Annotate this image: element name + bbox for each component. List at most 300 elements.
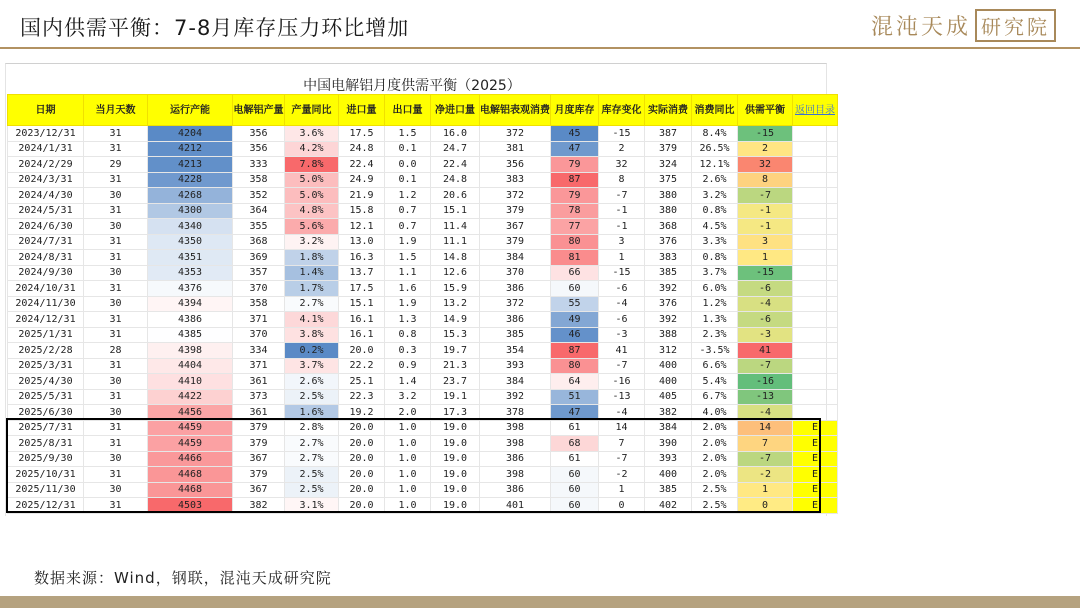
cell-consumption-yoy: 6.0% <box>692 281 738 297</box>
cell-inventory-change: 8 <box>599 172 645 188</box>
cell-export: 0.9 <box>385 358 431 374</box>
cell-back-to-index <box>793 405 838 421</box>
cell-actual-consumption: 312 <box>645 343 692 359</box>
cell-back-to-index <box>793 281 838 297</box>
cell-export: 0.7 <box>385 203 431 219</box>
table-row <box>8 265 838 281</box>
cell-apparent-consumption: 367 <box>480 219 551 235</box>
cell-back-to-index <box>793 374 838 390</box>
cell-net-import: 19.0 <box>431 451 480 467</box>
cell-import: 17.5 <box>339 281 385 297</box>
cell-balance: -15 <box>738 126 793 142</box>
cell-back-to-index <box>793 312 838 328</box>
cell-net-import: 14.9 <box>431 312 480 328</box>
cell-export: 1.0 <box>385 451 431 467</box>
cell-output: 352 <box>233 188 285 204</box>
table-row <box>8 358 838 374</box>
cell-import: 20.0 <box>339 482 385 498</box>
cell-monthly-inventory: 55 <box>551 296 599 312</box>
cell-days: 31 <box>84 141 148 157</box>
cell-output: 369 <box>233 250 285 266</box>
cell-actual-consumption: 385 <box>645 482 692 498</box>
table-header-row <box>8 95 838 126</box>
cell-actual-consumption: 380 <box>645 188 692 204</box>
cell-apparent-consumption: 386 <box>480 312 551 328</box>
cell-inventory-change: -4 <box>599 405 645 421</box>
cell-consumption-yoy: 1.2% <box>692 296 738 312</box>
cell-capacity: 4212 <box>148 141 233 157</box>
cell-apparent-consumption: 385 <box>480 327 551 343</box>
table-row <box>8 420 838 436</box>
cell-output: 364 <box>233 203 285 219</box>
cell-net-import: 24.7 <box>431 141 480 157</box>
cell-monthly-inventory: 61 <box>551 451 599 467</box>
cell-export: 1.0 <box>385 498 431 514</box>
cell-date: 2025/3/31 <box>8 358 84 374</box>
table-row <box>8 296 838 312</box>
cell-apparent-consumption: 379 <box>480 203 551 219</box>
cell-capacity: 4351 <box>148 250 233 266</box>
cell-consumption-yoy: 6.7% <box>692 389 738 405</box>
cell-back-to-index: E <box>793 498 838 514</box>
cell-export: 0.3 <box>385 343 431 359</box>
cell-output: 379 <box>233 436 285 452</box>
cell-output-yoy: 2.8% <box>285 420 339 436</box>
cell-output: 358 <box>233 296 285 312</box>
cell-apparent-consumption: 378 <box>480 405 551 421</box>
cell-balance: -6 <box>738 312 793 328</box>
cell-inventory-change: 41 <box>599 343 645 359</box>
cell-date: 2023/12/31 <box>8 126 84 142</box>
cell-back-to-index <box>793 219 838 235</box>
cell-days: 30 <box>84 405 148 421</box>
cell-consumption-yoy: 3.3% <box>692 234 738 250</box>
cell-net-import: 19.0 <box>431 498 480 514</box>
cell-back-to-index <box>793 296 838 312</box>
cell-import: 25.1 <box>339 374 385 390</box>
cell-import: 15.1 <box>339 296 385 312</box>
cell-days: 31 <box>84 436 148 452</box>
cell-import: 16.1 <box>339 312 385 328</box>
cell-monthly-inventory: 87 <box>551 343 599 359</box>
cell-balance: -3 <box>738 327 793 343</box>
cell-date: 2025/2/28 <box>8 343 84 359</box>
cell-apparent-consumption: 386 <box>480 451 551 467</box>
cell-back-to-index <box>793 265 838 281</box>
cell-export: 1.3 <box>385 312 431 328</box>
cell-monthly-inventory: 45 <box>551 126 599 142</box>
cell-monthly-inventory: 60 <box>551 467 599 483</box>
cell-date: 2024/5/31 <box>8 203 84 219</box>
cell-export: 2.0 <box>385 405 431 421</box>
cell-monthly-inventory: 66 <box>551 265 599 281</box>
table-row <box>8 436 838 452</box>
table-row <box>8 482 838 498</box>
cell-balance: -4 <box>738 405 793 421</box>
cell-days: 29 <box>84 157 148 173</box>
cell-import: 20.0 <box>339 467 385 483</box>
cell-capacity: 4300 <box>148 203 233 219</box>
cell-output-yoy: 5.0% <box>285 188 339 204</box>
cell-balance: 1 <box>738 482 793 498</box>
cell-import: 12.1 <box>339 219 385 235</box>
cell-back-to-index <box>793 327 838 343</box>
cell-monthly-inventory: 79 <box>551 188 599 204</box>
cell-import: 20.0 <box>339 498 385 514</box>
cell-date: 2025/12/31 <box>8 498 84 514</box>
cell-capacity: 4385 <box>148 327 233 343</box>
cell-net-import: 19.0 <box>431 420 480 436</box>
cell-balance: -4 <box>738 296 793 312</box>
cell-balance: -7 <box>738 451 793 467</box>
cell-back-to-index: E <box>793 436 838 452</box>
cell-output: 367 <box>233 482 285 498</box>
cell-inventory-change: -15 <box>599 265 645 281</box>
cell-capacity: 4459 <box>148 436 233 452</box>
cell-actual-consumption: 388 <box>645 327 692 343</box>
cell-net-import: 19.1 <box>431 389 480 405</box>
cell-capacity: 4398 <box>148 343 233 359</box>
cell-export: 0.8 <box>385 327 431 343</box>
cell-consumption-yoy: 26.5% <box>692 141 738 157</box>
cell-back-to-index <box>793 343 838 359</box>
cell-import: 16.1 <box>339 327 385 343</box>
cell-net-import: 15.1 <box>431 203 480 219</box>
column-header-monthly-inventory: 月度库存 <box>551 95 599 126</box>
cell-net-import: 19.0 <box>431 436 480 452</box>
cell-inventory-change: 1 <box>599 482 645 498</box>
cell-actual-consumption: 392 <box>645 281 692 297</box>
cell-output: 361 <box>233 374 285 390</box>
cell-import: 19.2 <box>339 405 385 421</box>
cell-monthly-inventory: 79 <box>551 157 599 173</box>
cell-consumption-yoy: 4.5% <box>692 219 738 235</box>
cell-balance: -2 <box>738 467 793 483</box>
cell-capacity: 4459 <box>148 420 233 436</box>
cell-inventory-change: -1 <box>599 203 645 219</box>
cell-capacity: 4204 <box>148 126 233 142</box>
cell-export: 1.0 <box>385 420 431 436</box>
cell-output-yoy: 1.6% <box>285 405 339 421</box>
cell-export: 1.6 <box>385 281 431 297</box>
cell-date: 2025/5/31 <box>8 389 84 405</box>
column-header-consumption-yoy: 消费同比 <box>692 95 738 126</box>
cell-back-to-index: E <box>793 451 838 467</box>
cell-output: 355 <box>233 219 285 235</box>
table-row <box>8 343 838 359</box>
cell-import: 13.7 <box>339 265 385 281</box>
cell-monthly-inventory: 77 <box>551 219 599 235</box>
cell-monthly-inventory: 47 <box>551 405 599 421</box>
cell-output-yoy: 2.5% <box>285 389 339 405</box>
cell-balance: -15 <box>738 265 793 281</box>
cell-date: 2024/2/29 <box>8 157 84 173</box>
table-row <box>8 188 838 204</box>
cell-net-import: 23.7 <box>431 374 480 390</box>
cell-import: 15.8 <box>339 203 385 219</box>
cell-balance: 0 <box>738 498 793 514</box>
cell-inventory-change: -13 <box>599 389 645 405</box>
cell-capacity: 4376 <box>148 281 233 297</box>
cell-output: 370 <box>233 327 285 343</box>
cell-output: 368 <box>233 234 285 250</box>
cell-actual-consumption: 400 <box>645 467 692 483</box>
table-row <box>8 281 838 297</box>
cell-apparent-consumption: 372 <box>480 296 551 312</box>
cell-actual-consumption: 375 <box>645 172 692 188</box>
cell-back-to-index <box>793 358 838 374</box>
table-row <box>8 203 838 219</box>
cell-import: 20.0 <box>339 451 385 467</box>
cell-net-import: 11.4 <box>431 219 480 235</box>
cell-import: 21.9 <box>339 188 385 204</box>
cell-days: 31 <box>84 498 148 514</box>
logo-box-text: 研究院 <box>975 9 1056 42</box>
cell-net-import: 22.4 <box>431 157 480 173</box>
column-header-actual-consumption: 实际消费 <box>645 95 692 126</box>
cell-date: 2024/10/31 <box>8 281 84 297</box>
cell-balance: -13 <box>738 389 793 405</box>
cell-days: 28 <box>84 343 148 359</box>
cell-balance: -7 <box>738 358 793 374</box>
cell-import: 20.0 <box>339 420 385 436</box>
cell-back-to-index: E <box>793 482 838 498</box>
cell-actual-consumption: 379 <box>645 141 692 157</box>
cell-date: 2025/9/30 <box>8 451 84 467</box>
table-row <box>8 498 838 514</box>
cell-export: 1.9 <box>385 296 431 312</box>
cell-apparent-consumption: 398 <box>480 436 551 452</box>
cell-apparent-consumption: 354 <box>480 343 551 359</box>
cell-output: 361 <box>233 405 285 421</box>
cell-output: 357 <box>233 265 285 281</box>
cell-days: 31 <box>84 358 148 374</box>
cell-monthly-inventory: 46 <box>551 327 599 343</box>
cell-export: 1.0 <box>385 482 431 498</box>
table-row <box>8 157 838 173</box>
cell-consumption-yoy: 2.0% <box>692 451 738 467</box>
cell-date: 2024/9/30 <box>8 265 84 281</box>
cell-output-yoy: 3.6% <box>285 126 339 142</box>
cell-capacity: 4468 <box>148 482 233 498</box>
cell-days: 31 <box>84 420 148 436</box>
cell-capacity: 4468 <box>148 467 233 483</box>
cell-net-import: 17.3 <box>431 405 480 421</box>
cell-apparent-consumption: 381 <box>480 141 551 157</box>
cell-export: 1.0 <box>385 467 431 483</box>
footer-bar <box>0 596 1080 608</box>
cell-date: 2024/1/31 <box>8 141 84 157</box>
cell-days: 31 <box>84 234 148 250</box>
cell-actual-consumption: 392 <box>645 312 692 328</box>
cell-capacity: 4228 <box>148 172 233 188</box>
cell-output-yoy: 4.2% <box>285 141 339 157</box>
cell-capacity: 4466 <box>148 451 233 467</box>
cell-back-to-index <box>793 157 838 173</box>
cell-import: 22.2 <box>339 358 385 374</box>
column-header-output: 电解铝产量 <box>233 95 285 126</box>
cell-monthly-inventory: 60 <box>551 281 599 297</box>
cell-export: 0.1 <box>385 172 431 188</box>
cell-consumption-yoy: 4.0% <box>692 405 738 421</box>
cell-net-import: 14.8 <box>431 250 480 266</box>
cell-apparent-consumption: 372 <box>480 126 551 142</box>
cell-back-to-index <box>793 203 838 219</box>
cell-back-to-index <box>793 172 838 188</box>
cell-balance: -7 <box>738 188 793 204</box>
cell-output-yoy: 2.7% <box>285 296 339 312</box>
cell-output: 371 <box>233 358 285 374</box>
cell-output-yoy: 2.5% <box>285 482 339 498</box>
company-logo <box>871 8 1056 42</box>
cell-net-import: 15.9 <box>431 281 480 297</box>
cell-apparent-consumption: 401 <box>480 498 551 514</box>
table-row <box>8 172 838 188</box>
cell-consumption-yoy: -3.5% <box>692 343 738 359</box>
cell-actual-consumption: 383 <box>645 250 692 266</box>
cell-monthly-inventory: 68 <box>551 436 599 452</box>
cell-date: 2025/11/30 <box>8 482 84 498</box>
cell-net-import: 20.6 <box>431 188 480 204</box>
column-header-import: 进口量 <box>339 95 385 126</box>
cell-output-yoy: 5.0% <box>285 172 339 188</box>
cell-output: 333 <box>233 157 285 173</box>
cell-output-yoy: 4.1% <box>285 312 339 328</box>
cell-output: 334 <box>233 343 285 359</box>
cell-monthly-inventory: 51 <box>551 389 599 405</box>
cell-export: 3.2 <box>385 389 431 405</box>
cell-monthly-inventory: 60 <box>551 498 599 514</box>
cell-capacity: 4404 <box>148 358 233 374</box>
slide-title: 国内供需平衡：7-8月库存压力环比增加 <box>20 16 410 40</box>
cell-inventory-change: -4 <box>599 296 645 312</box>
cell-output: 382 <box>233 498 285 514</box>
table-row <box>8 374 838 390</box>
cell-output: 371 <box>233 312 285 328</box>
cell-days: 31 <box>84 203 148 219</box>
cell-net-import: 15.3 <box>431 327 480 343</box>
cell-balance: 7 <box>738 436 793 452</box>
cell-date: 2024/3/31 <box>8 172 84 188</box>
cell-import: 17.5 <box>339 126 385 142</box>
cell-monthly-inventory: 80 <box>551 234 599 250</box>
cell-days: 31 <box>84 250 148 266</box>
cell-consumption-yoy: 2.5% <box>692 482 738 498</box>
column-header-balance: 供需平衡 <box>738 95 793 126</box>
cell-date: 2025/10/31 <box>8 467 84 483</box>
cell-apparent-consumption: 372 <box>480 188 551 204</box>
column-header-days: 当月天数 <box>84 95 148 126</box>
cell-actual-consumption: 400 <box>645 358 692 374</box>
cell-days: 31 <box>84 467 148 483</box>
cell-output: 379 <box>233 467 285 483</box>
cell-days: 30 <box>84 482 148 498</box>
cell-inventory-change: 3 <box>599 234 645 250</box>
cell-consumption-yoy: 6.6% <box>692 358 738 374</box>
table-row <box>8 405 838 421</box>
data-source-note: 数据来源：Wind，钢联，混沌天成研究院 <box>34 569 332 587</box>
cell-export: 1.2 <box>385 188 431 204</box>
cell-net-import: 19.7 <box>431 343 480 359</box>
table-row <box>8 234 838 250</box>
cell-export: 0.7 <box>385 219 431 235</box>
cell-capacity: 4268 <box>148 188 233 204</box>
cell-capacity: 4350 <box>148 234 233 250</box>
cell-inventory-change: -6 <box>599 312 645 328</box>
cell-days: 30 <box>84 219 148 235</box>
cell-actual-consumption: 400 <box>645 374 692 390</box>
table-title: 中国电解铝月度供需平衡（2025） <box>303 78 521 94</box>
cell-output-yoy: 0.2% <box>285 343 339 359</box>
cell-date: 2024/7/31 <box>8 234 84 250</box>
cell-export: 0.1 <box>385 141 431 157</box>
cell-balance: -6 <box>738 281 793 297</box>
cell-output-yoy: 5.6% <box>285 219 339 235</box>
cell-inventory-change: -2 <box>599 467 645 483</box>
cell-balance: 32 <box>738 157 793 173</box>
cell-actual-consumption: 376 <box>645 296 692 312</box>
cell-monthly-inventory: 47 <box>551 141 599 157</box>
logo-text: 混沌天成 <box>870 14 971 40</box>
cell-balance: -1 <box>738 203 793 219</box>
cell-output-yoy: 2.6% <box>285 374 339 390</box>
column-header-back-to-index[interactable]: 返回目录 <box>793 95 838 126</box>
cell-days: 31 <box>84 327 148 343</box>
cell-apparent-consumption: 392 <box>480 389 551 405</box>
cell-output-yoy: 2.7% <box>285 451 339 467</box>
cell-export: 1.0 <box>385 436 431 452</box>
cell-output-yoy: 1.4% <box>285 265 339 281</box>
cell-days: 30 <box>84 451 148 467</box>
table-row <box>8 219 838 235</box>
cell-inventory-change: -15 <box>599 126 645 142</box>
table-row <box>8 389 838 405</box>
cell-actual-consumption: 324 <box>645 157 692 173</box>
column-header-apparent-consumption: 电解铝表观消费 <box>480 95 551 126</box>
cell-output-yoy: 2.7% <box>285 436 339 452</box>
cell-apparent-consumption: 370 <box>480 265 551 281</box>
cell-date: 2024/8/31 <box>8 250 84 266</box>
cell-inventory-change: 7 <box>599 436 645 452</box>
cell-import: 22.4 <box>339 157 385 173</box>
cell-days: 30 <box>84 374 148 390</box>
cell-capacity: 4353 <box>148 265 233 281</box>
title-divider <box>0 47 1080 49</box>
cell-net-import: 19.0 <box>431 482 480 498</box>
cell-monthly-inventory: 49 <box>551 312 599 328</box>
cell-export: 1.5 <box>385 126 431 142</box>
cell-output-yoy: 3.8% <box>285 327 339 343</box>
cell-date: 2024/6/30 <box>8 219 84 235</box>
cell-capacity: 4340 <box>148 219 233 235</box>
cell-output: 370 <box>233 281 285 297</box>
cell-output-yoy: 3.2% <box>285 234 339 250</box>
cell-date: 2025/1/31 <box>8 327 84 343</box>
cell-monthly-inventory: 61 <box>551 420 599 436</box>
cell-balance: 14 <box>738 420 793 436</box>
cell-inventory-change: -1 <box>599 219 645 235</box>
cell-consumption-yoy: 8.4% <box>692 126 738 142</box>
cell-actual-consumption: 405 <box>645 389 692 405</box>
table-row <box>8 312 838 328</box>
cell-date: 2025/4/30 <box>8 374 84 390</box>
cell-net-import: 19.0 <box>431 467 480 483</box>
cell-net-import: 16.0 <box>431 126 480 142</box>
cell-output: 367 <box>233 451 285 467</box>
cell-date: 2024/11/30 <box>8 296 84 312</box>
cell-output: 358 <box>233 172 285 188</box>
cell-days: 30 <box>84 265 148 281</box>
